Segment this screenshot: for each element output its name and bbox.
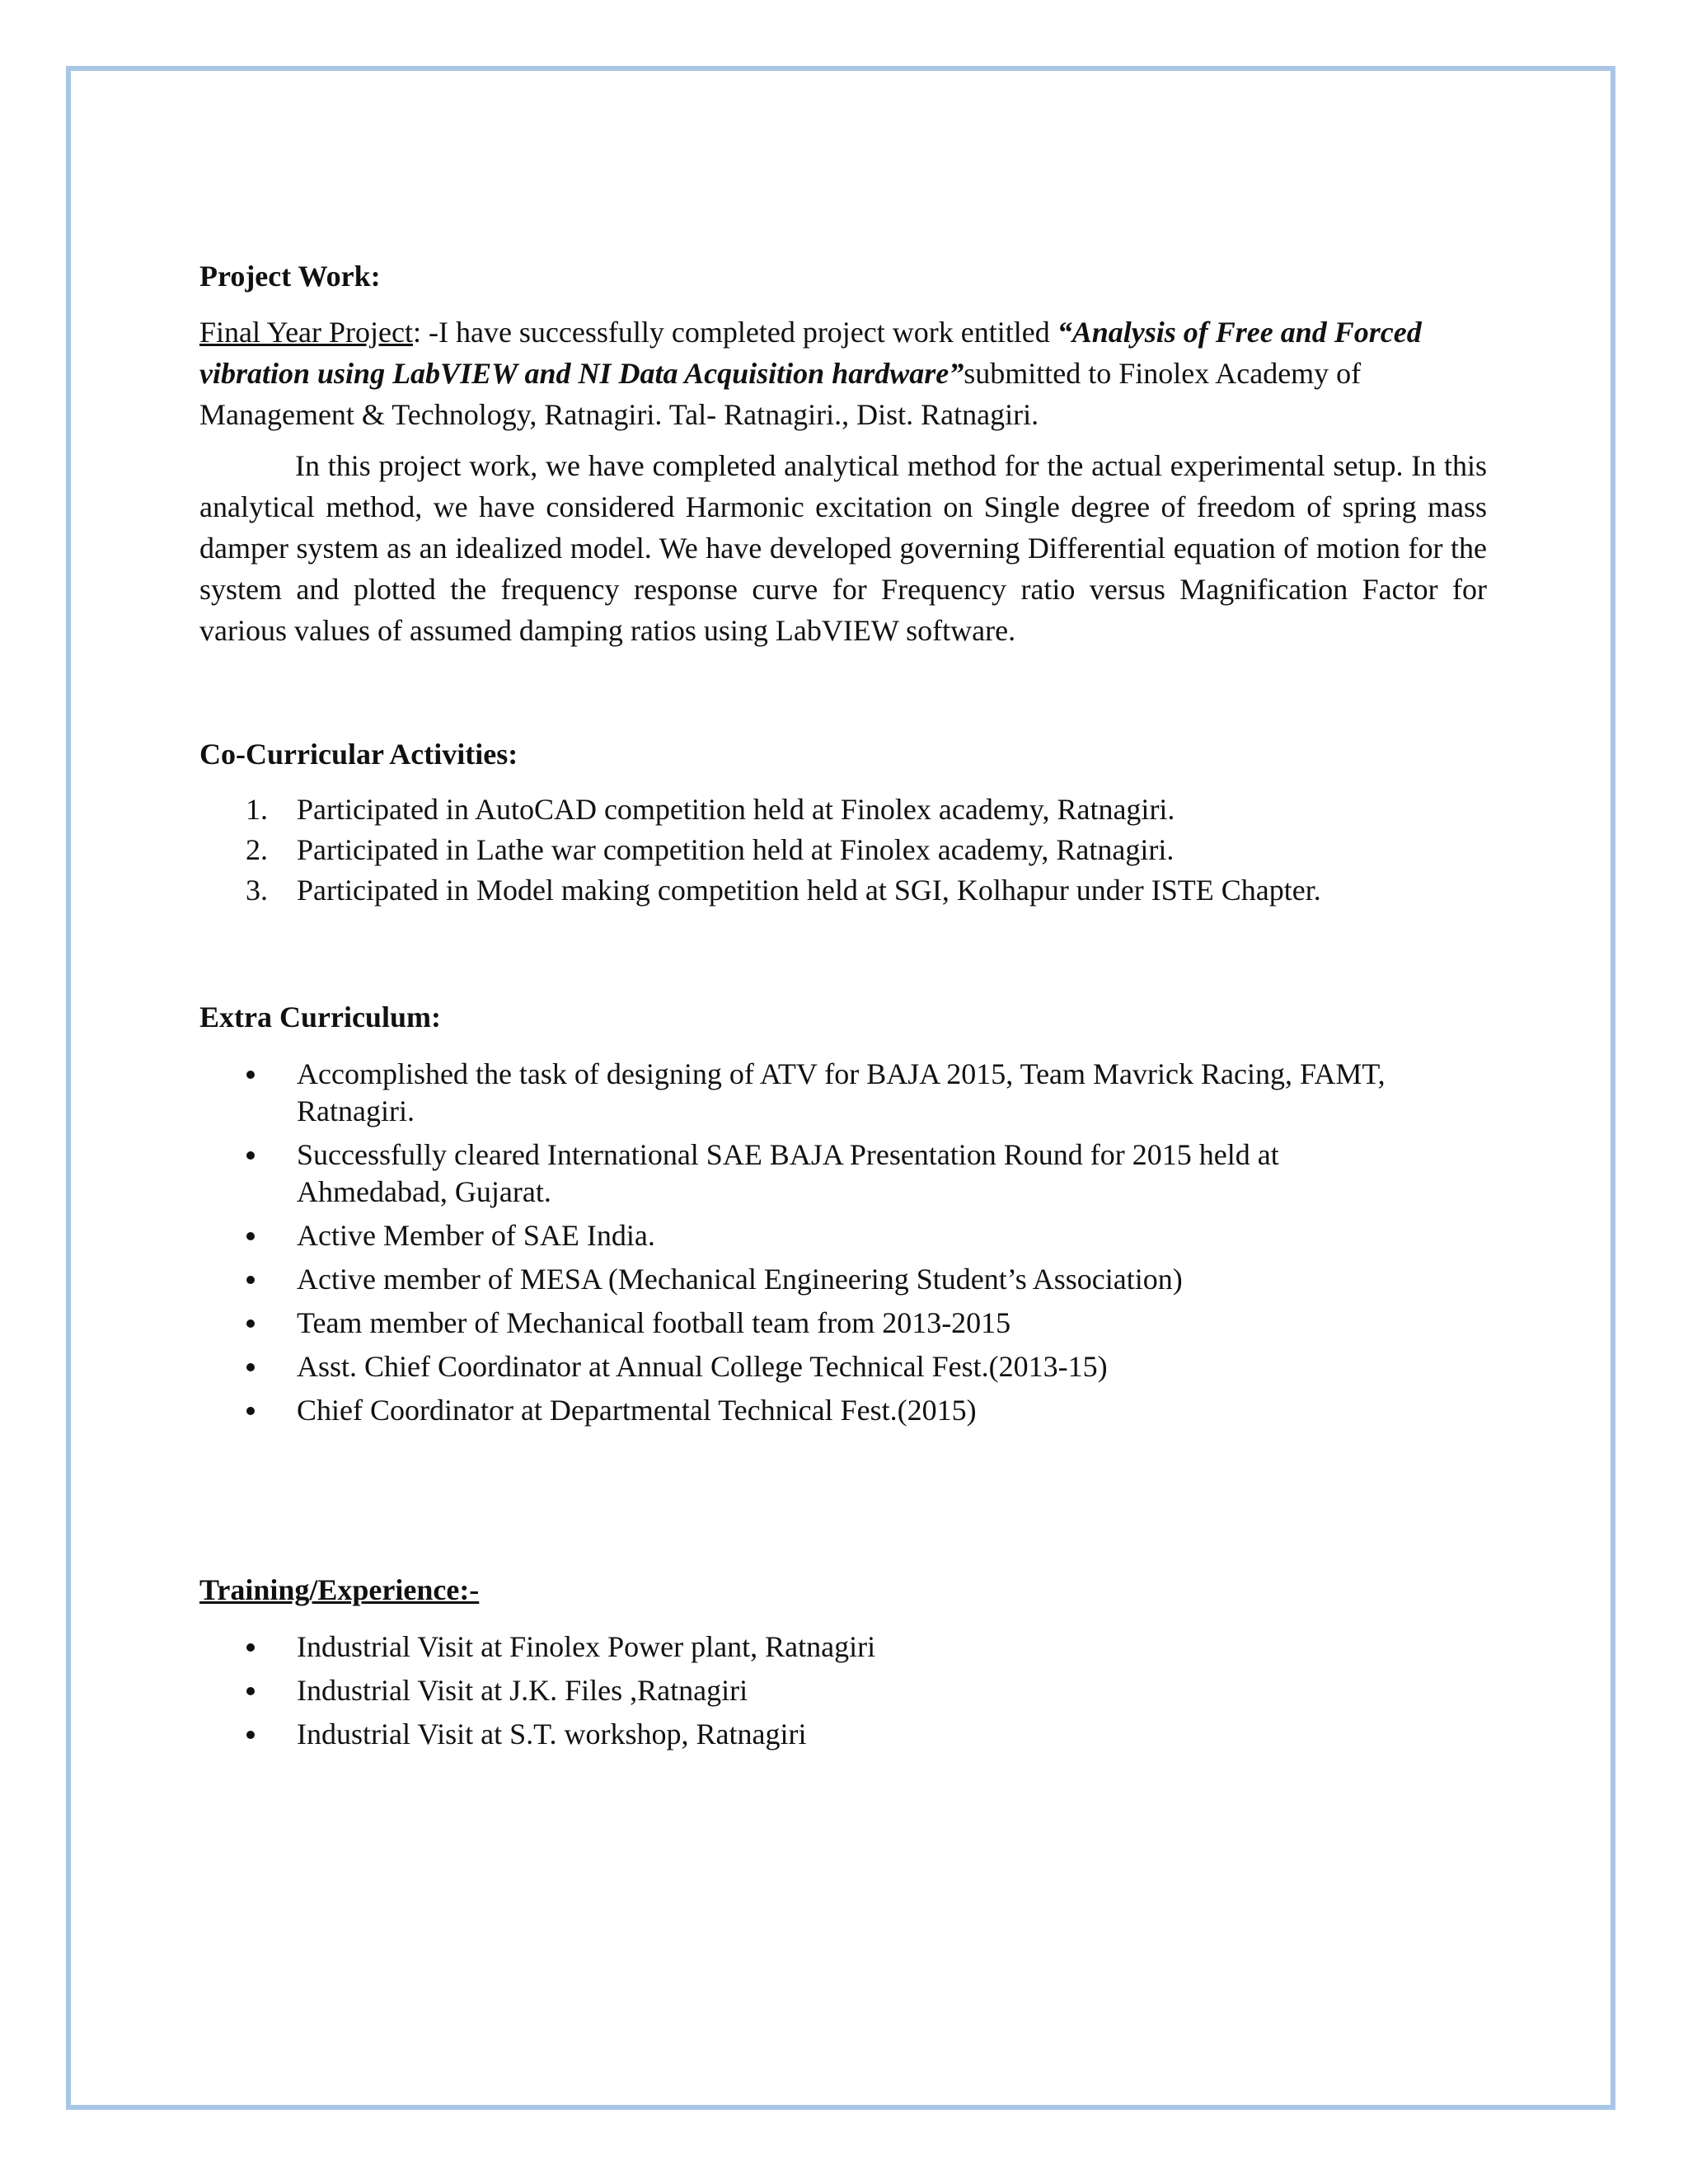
co-curricular-heading: Co-Curricular Activities:	[199, 738, 518, 771]
list-item	[199, 1716, 1487, 1753]
list-item-text: Active member of MESA (Mechanical Engineering Student’s Association)	[297, 1263, 1183, 1296]
list-item-text: Participated in Model making competition held at SGI, Kolhapur under ISTE Chapter.	[297, 874, 1321, 907]
bullet-icon	[246, 1151, 255, 1160]
list-item	[199, 1217, 1487, 1254]
list-item	[199, 1629, 1487, 1666]
extra-curriculum-list	[199, 1056, 1487, 1429]
co-curricular-list	[199, 790, 1487, 911]
list-item	[199, 1305, 1487, 1342]
final-year-project-label: Final Year Project	[199, 316, 413, 349]
list-item	[199, 1261, 1487, 1298]
list-item-text: Successfully cleared International SAE BAJA Presentation Round for 2015 held at Ahmedabad, Gujarat.	[297, 1138, 1279, 1208]
list-number: 1.	[246, 793, 268, 826]
intro-text-before-title: : -I have successfully completed project work entitled	[412, 316, 1057, 349]
list-item-text: Accomplished the task of designing of ATV for BAJA 2015, Team Mavrick Racing, FAMT, Ratnagiri.	[297, 1057, 1386, 1127]
bullet-icon	[246, 1407, 255, 1415]
list-item	[199, 1672, 1487, 1709]
bullet-icon	[246, 1731, 255, 1739]
training-list	[199, 1629, 1487, 1753]
project-work-heading: Project Work:	[199, 260, 381, 293]
resume-page-content	[199, 255, 1487, 1760]
bullet-icon	[246, 1319, 255, 1328]
list-item-text: Team member of Mechanical football team from 2013-2015	[297, 1306, 1011, 1339]
co-curricular-section	[199, 733, 1487, 911]
final-year-project-intro	[199, 312, 1487, 435]
list-item	[199, 790, 1487, 830]
bullet-icon	[246, 1687, 255, 1695]
bullet-icon	[246, 1232, 255, 1240]
training-section	[199, 1569, 1487, 1753]
list-item	[199, 830, 1487, 870]
extra-curriculum-section	[199, 996, 1487, 1429]
list-item-text: Industrial Visit at J.K. Files ,Ratnagiri	[297, 1674, 748, 1707]
list-item-text: Industrial Visit at S.T. workshop, Ratnagiri	[297, 1718, 807, 1750]
list-number: 2.	[246, 833, 268, 866]
bullet-icon	[246, 1276, 255, 1284]
extra-curriculum-heading: Extra Curriculum:	[199, 1001, 441, 1033]
list-item-text: Asst. Chief Coordinator at Annual College Technical Fest.(2013-15)	[297, 1350, 1108, 1383]
list-item-text: Active Member of SAE India.	[297, 1219, 655, 1252]
list-number: 3.	[246, 874, 268, 907]
list-item-text: Industrial Visit at Finolex Power plant, Ratnagiri	[297, 1630, 876, 1663]
bullet-icon	[246, 1071, 255, 1079]
list-item	[199, 1056, 1487, 1130]
list-item	[199, 1348, 1487, 1385]
list-item	[199, 1137, 1487, 1211]
bullet-icon	[246, 1363, 255, 1371]
project-description: In this project work, we have completed analytical method for the actual experimental setup. In this analytical method, we have considered Harmonic excitation on Single degree of freedom of spring mass damper system as an idealized model. We have developed governing Differential equation of motion for the system and plotted the frequency response curve for Frequency ratio versus Magnification Factor for various values of assumed damping ratios using LabVIEW software.	[199, 449, 1487, 647]
list-item	[199, 1392, 1487, 1429]
project-work-section	[199, 255, 1487, 651]
project-title: “Analysis of Free and Forced vibration using LabVIEW and NI Data Acquisition hardware”	[199, 316, 1422, 390]
list-item-text: Participated in AutoCAD competition held at Finolex academy, Ratnagiri.	[297, 793, 1175, 826]
list-item-text: Chief Coordinator at Departmental Technical Fest.(2015)	[297, 1394, 977, 1427]
list-item	[199, 870, 1487, 911]
training-heading: Training/Experience:-	[199, 1573, 480, 1606]
list-item-text: Participated in Lathe war competition held at Finolex academy, Ratnagiri.	[297, 833, 1175, 866]
bullet-icon	[246, 1643, 255, 1652]
intro-text-after-title: submitted to Finolex Academy of Management & Technology, Ratnagiri. Tal- Ratnagiri., Dist. Ratnagiri.	[199, 357, 1362, 431]
